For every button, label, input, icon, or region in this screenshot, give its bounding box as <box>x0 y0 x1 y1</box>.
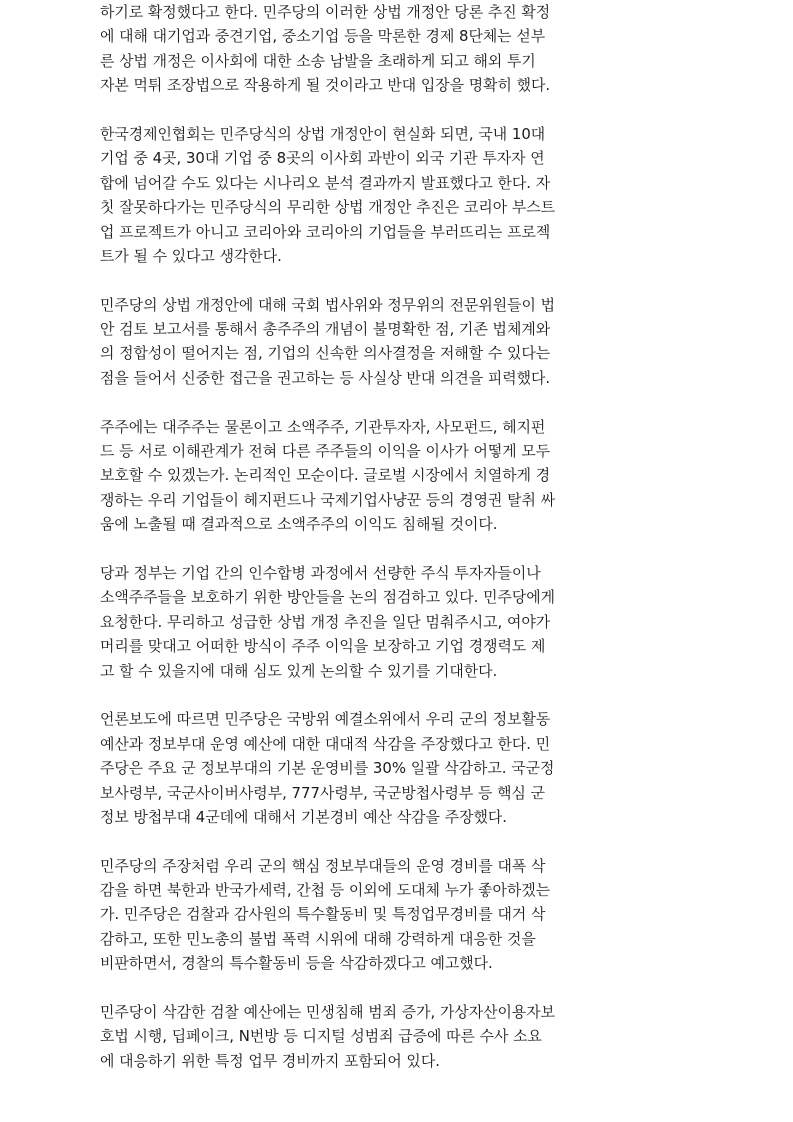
text-line: 언론보도에 따르면 민주당은 국방위 예결소위에서 우리 군의 정보활동 <box>100 710 551 729</box>
text-line: 민주당이 삭감한 검찰 예산에는 민생침해 범죄 증가, 가상자산이용자보 <box>100 1003 556 1022</box>
text-line: 업 프로젝트가 아니고 코리아와 코리아의 기업들을 부러뜨리는 프로젝 <box>100 222 551 241</box>
paragraph <box>100 1000 695 1073</box>
paragraph <box>100 122 695 268</box>
text-line: 가. 민주당은 검찰과 감사원의 특수활동비 및 특정업무경비를 대거 삭 <box>100 905 546 924</box>
paragraph <box>100 293 695 391</box>
paragraph <box>100 854 695 976</box>
text-line: 한국경제인협회는 민주당식의 상법 개정안이 현실화 되면, 국내 10대 <box>100 124 546 143</box>
text-line: 머리를 맞대고 어떠한 방식이 주주 이익을 보장하고 기업 경쟁력도 제 <box>100 637 546 656</box>
text-line: 주주에는 대주주는 물론이고 소액주주, 기관투자자, 사모펀드, 헤지펀 <box>100 417 546 436</box>
text-line: 합에 넘어갈 수도 있다는 시나리오 분석 결과까지 발표했다고 한다. 자 <box>100 173 551 192</box>
text-line: 당과 정부는 기업 간의 인수합병 과정에서 선량한 주식 투자자들이나 <box>100 563 541 582</box>
paragraph <box>100 0 695 98</box>
text-line: 에 대응하기 위한 특정 업무 경비까지 포함되어 있다. <box>100 1051 440 1070</box>
text-line: 요청한다. 무리하고 성급한 상법 개정 추진을 일단 멈춰주시고, 여야가 <box>100 612 551 631</box>
paragraph-list <box>100 0 695 1073</box>
text-line: 하기로 확정했다고 한다. 민주당의 이러한 상법 개정안 당론 추진 확정 <box>100 3 551 21</box>
text-line: 예산과 정보부대 운영 예산에 대한 대대적 삭감을 주장했다고 한다. 민 <box>100 734 551 753</box>
text-line: 민주당의 상법 개정안에 대해 국회 법사위와 정무위의 전문위원들이 법 <box>100 295 556 314</box>
text-line: 보호할 수 있겠는가. 논리적인 모순이다. 글로벌 시장에서 치열하게 경 <box>100 466 551 485</box>
text-line: 감하고, 또한 민노총의 불법 폭력 시위에 대해 강력하게 대응한 것을 <box>100 929 536 948</box>
text-line: 고 할 수 있을지에 대해 심도 있게 논의할 수 있기를 기대한다. <box>100 661 498 680</box>
text-line: 정보 방첩부대 4군데에 대해서 기본경비 예산 삭감을 주장했다. <box>100 807 507 826</box>
text-line: 칫 잘못하다가는 민주당식의 무리한 상법 개정안 추진은 코리아 부스트 <box>100 198 556 217</box>
text-line: 의 정합성이 떨어지는 점, 기업의 신속한 의사결정을 저해할 수 있다는 <box>100 344 551 363</box>
text-line: 른 상법 개정은 이사회에 대한 소송 남발을 초래하게 되고 해외 투기 <box>100 51 536 70</box>
text-line: 에 대해 대기업과 중견기업, 중소기업 등을 막론한 경제 8단체는 섣부 <box>100 27 546 46</box>
text-line: 호법 시행, 딥페이크, N번방 등 디지털 성범죄 급증에 따른 수사 소요 <box>100 1027 542 1046</box>
text-line: 쟁하는 우리 기업들이 헤지펀드나 국제기업사냥꾼 등의 경영권 탈취 싸 <box>100 490 556 509</box>
text-line: 트가 될 수 있다고 생각한다. <box>100 246 282 265</box>
paragraph <box>100 561 695 683</box>
text-line: 비판하면서, 경찰의 특수활동비 등을 삭감하겠다고 예고했다. <box>100 954 493 973</box>
text-line: 주당은 주요 군 정보부대의 기본 운영비를 30% 일괄 삭감하고. 국군정 <box>100 759 555 778</box>
text-line: 소액주주들을 보호하기 위한 방안들을 논의 점검하고 있다. 민주당에게 <box>100 588 556 607</box>
text-line: 보사령부, 국군사이버사령부, 777사령부, 국군방첩사령부 등 핵심 군 <box>100 783 546 802</box>
text-line: 점을 들어서 신중한 접근을 권고하는 등 사실상 반대 의견을 피력했다. <box>100 368 551 387</box>
paragraph <box>100 415 695 537</box>
text-line: 안 검토 보고서를 통해서 총주주의 개념이 불명확한 점, 기존 법체계와 <box>100 320 551 339</box>
text-line: 움에 노출될 때 결과적으로 소액주주의 이익도 침해될 것이다. <box>100 515 498 534</box>
text-line: 민주당의 주장처럼 우리 군의 핵심 정보부대들의 운영 경비를 대폭 삭 <box>100 856 546 875</box>
text-line: 기업 중 4곳, 30대 기업 중 8곳의 이사회 과반이 외국 기관 투자자 연 <box>100 149 545 168</box>
paragraph <box>100 707 695 829</box>
document-body <box>100 0 695 1098</box>
text-line: 감을 하면 북한과 반국가세력, 간첩 등 이외에 도대체 누가 좋아하겠는 <box>100 881 551 900</box>
text-line: 드 등 서로 이해관계가 전혀 다른 주주들의 이익을 이사가 어떻게 모두 <box>100 442 551 461</box>
text-line: 자본 먹튀 조장법으로 작용하게 될 것이라고 반대 입장을 명확히 했다. <box>100 76 551 95</box>
